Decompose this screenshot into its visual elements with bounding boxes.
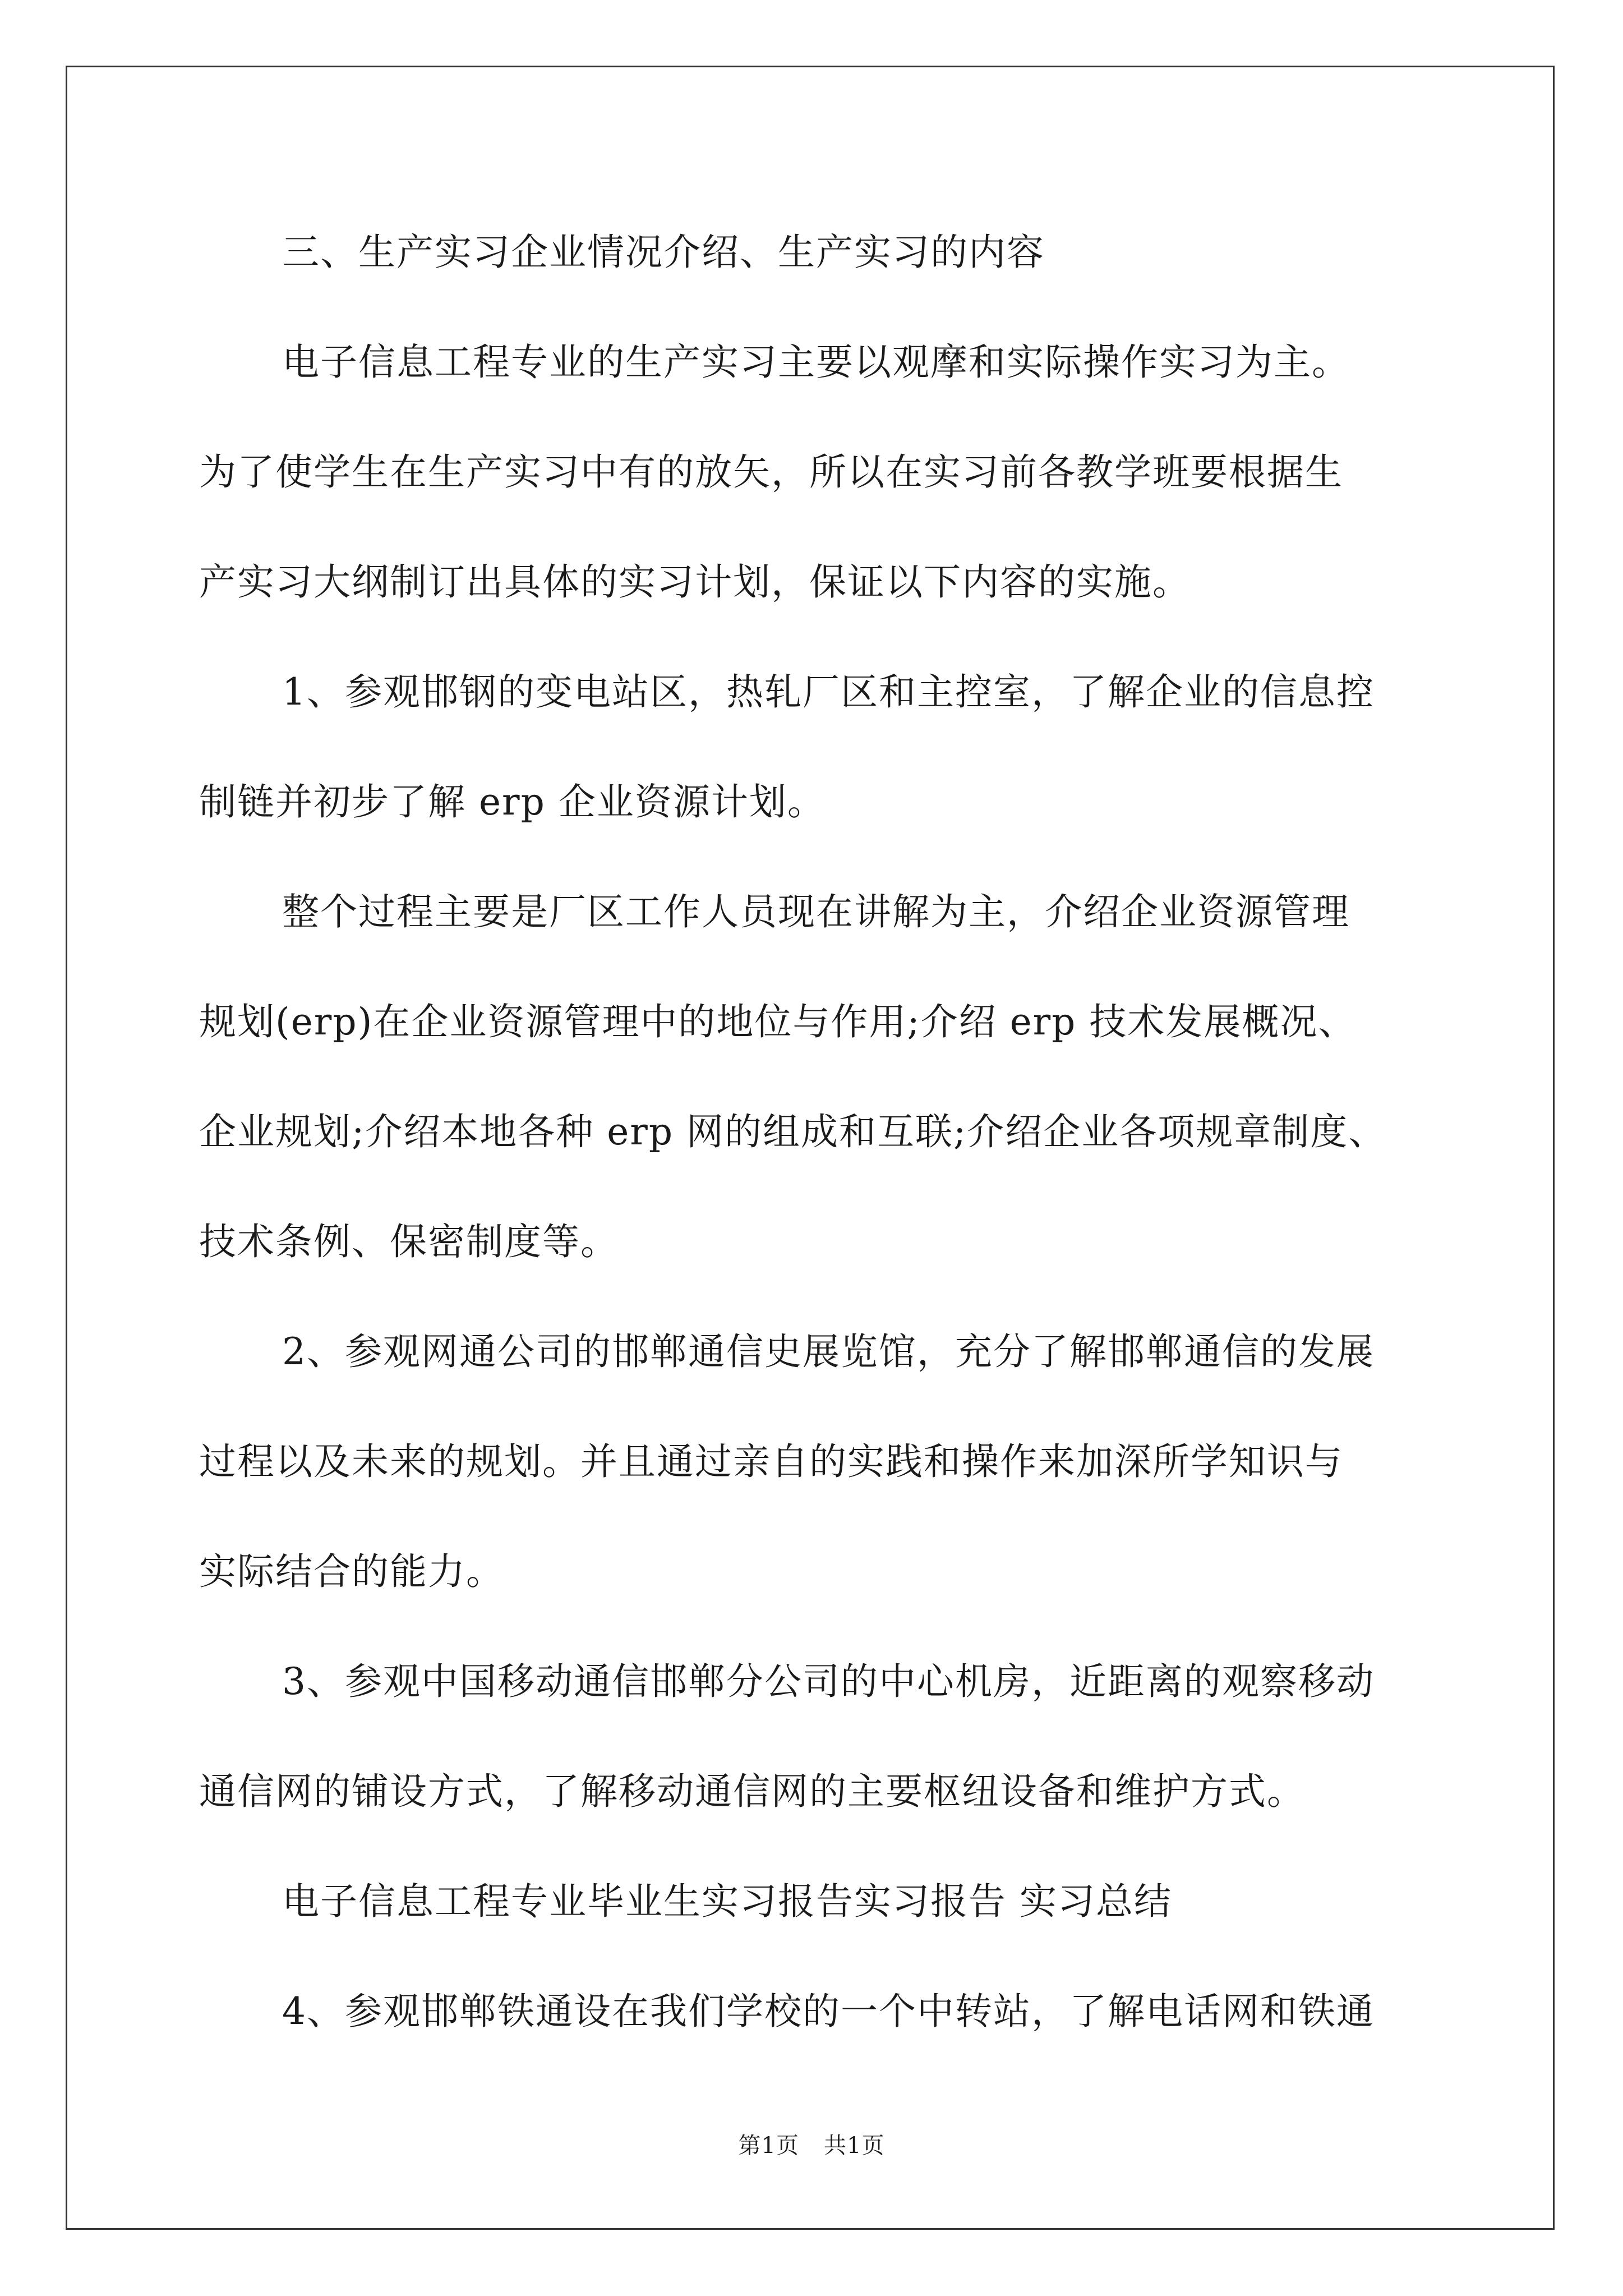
paragraph-line: 为了使学生在生产实习中有的放矢，所以在实习前各教学班要根据生	[199, 450, 1343, 494]
paragraph-line: 4、参观邯郸铁通设在我们学校的一个中转站，了解电话网和铁通	[282, 1990, 1375, 2033]
paragraph-line: 通信网的铺设方式，了解移动通信网的主要枢纽设备和维护方式。	[199, 1770, 1305, 1813]
page-number: 第1页	[738, 2133, 799, 2159]
paragraph-line: 过程以及未来的规划。并且通过亲自的实践和操作来加深所学知识与	[199, 1440, 1343, 1483]
page-total: 共1页	[824, 2133, 885, 2159]
page-footer	[0, 2132, 1623, 2160]
paragraph-line: 企业规划;介绍本地各种 erp 网的组成和互联;介绍企业各项规章制度、	[199, 1110, 1387, 1153]
paragraph-line: 2、参观网通公司的邯郸通信史展览馆，充分了解邯郸通信的发展	[282, 1330, 1375, 1373]
paragraph-line: 实际结合的能力。	[199, 1550, 504, 1593]
paragraph-line: 电子信息工程专业毕业生实习报告实习报告 实习总结	[282, 1880, 1172, 1923]
section-heading: 三、生产实习企业情况介绍、生产实习的内容	[282, 231, 1045, 274]
paragraph-line: 技术条例、保密制度等。	[199, 1220, 619, 1263]
paragraph-line: 规划(erp)在企业资源管理中的地位与作用;介绍 erp 技术发展概况、	[199, 1000, 1357, 1043]
paragraph-line: 1、参观邯钢的变电站区，热轧厂区和主控室，了解企业的信息控	[282, 670, 1375, 714]
paragraph-line: 3、参观中国移动通信邯郸分公司的中心机房，近距离的观察移动	[282, 1660, 1375, 1703]
paragraph-line: 整个过程主要是厂区工作人员现在讲解为主，介绍企业资源管理	[282, 890, 1350, 933]
paragraph-line: 产实习大纲制订出具体的实习计划，保证以下内容的实施。	[199, 560, 1191, 604]
paragraph-line: 电子信息工程专业的生产实习主要以观摩和实际操作实习为主。	[282, 341, 1350, 384]
paragraph-line: 制链并初步了解 erp 企业资源计划。	[199, 780, 826, 823]
